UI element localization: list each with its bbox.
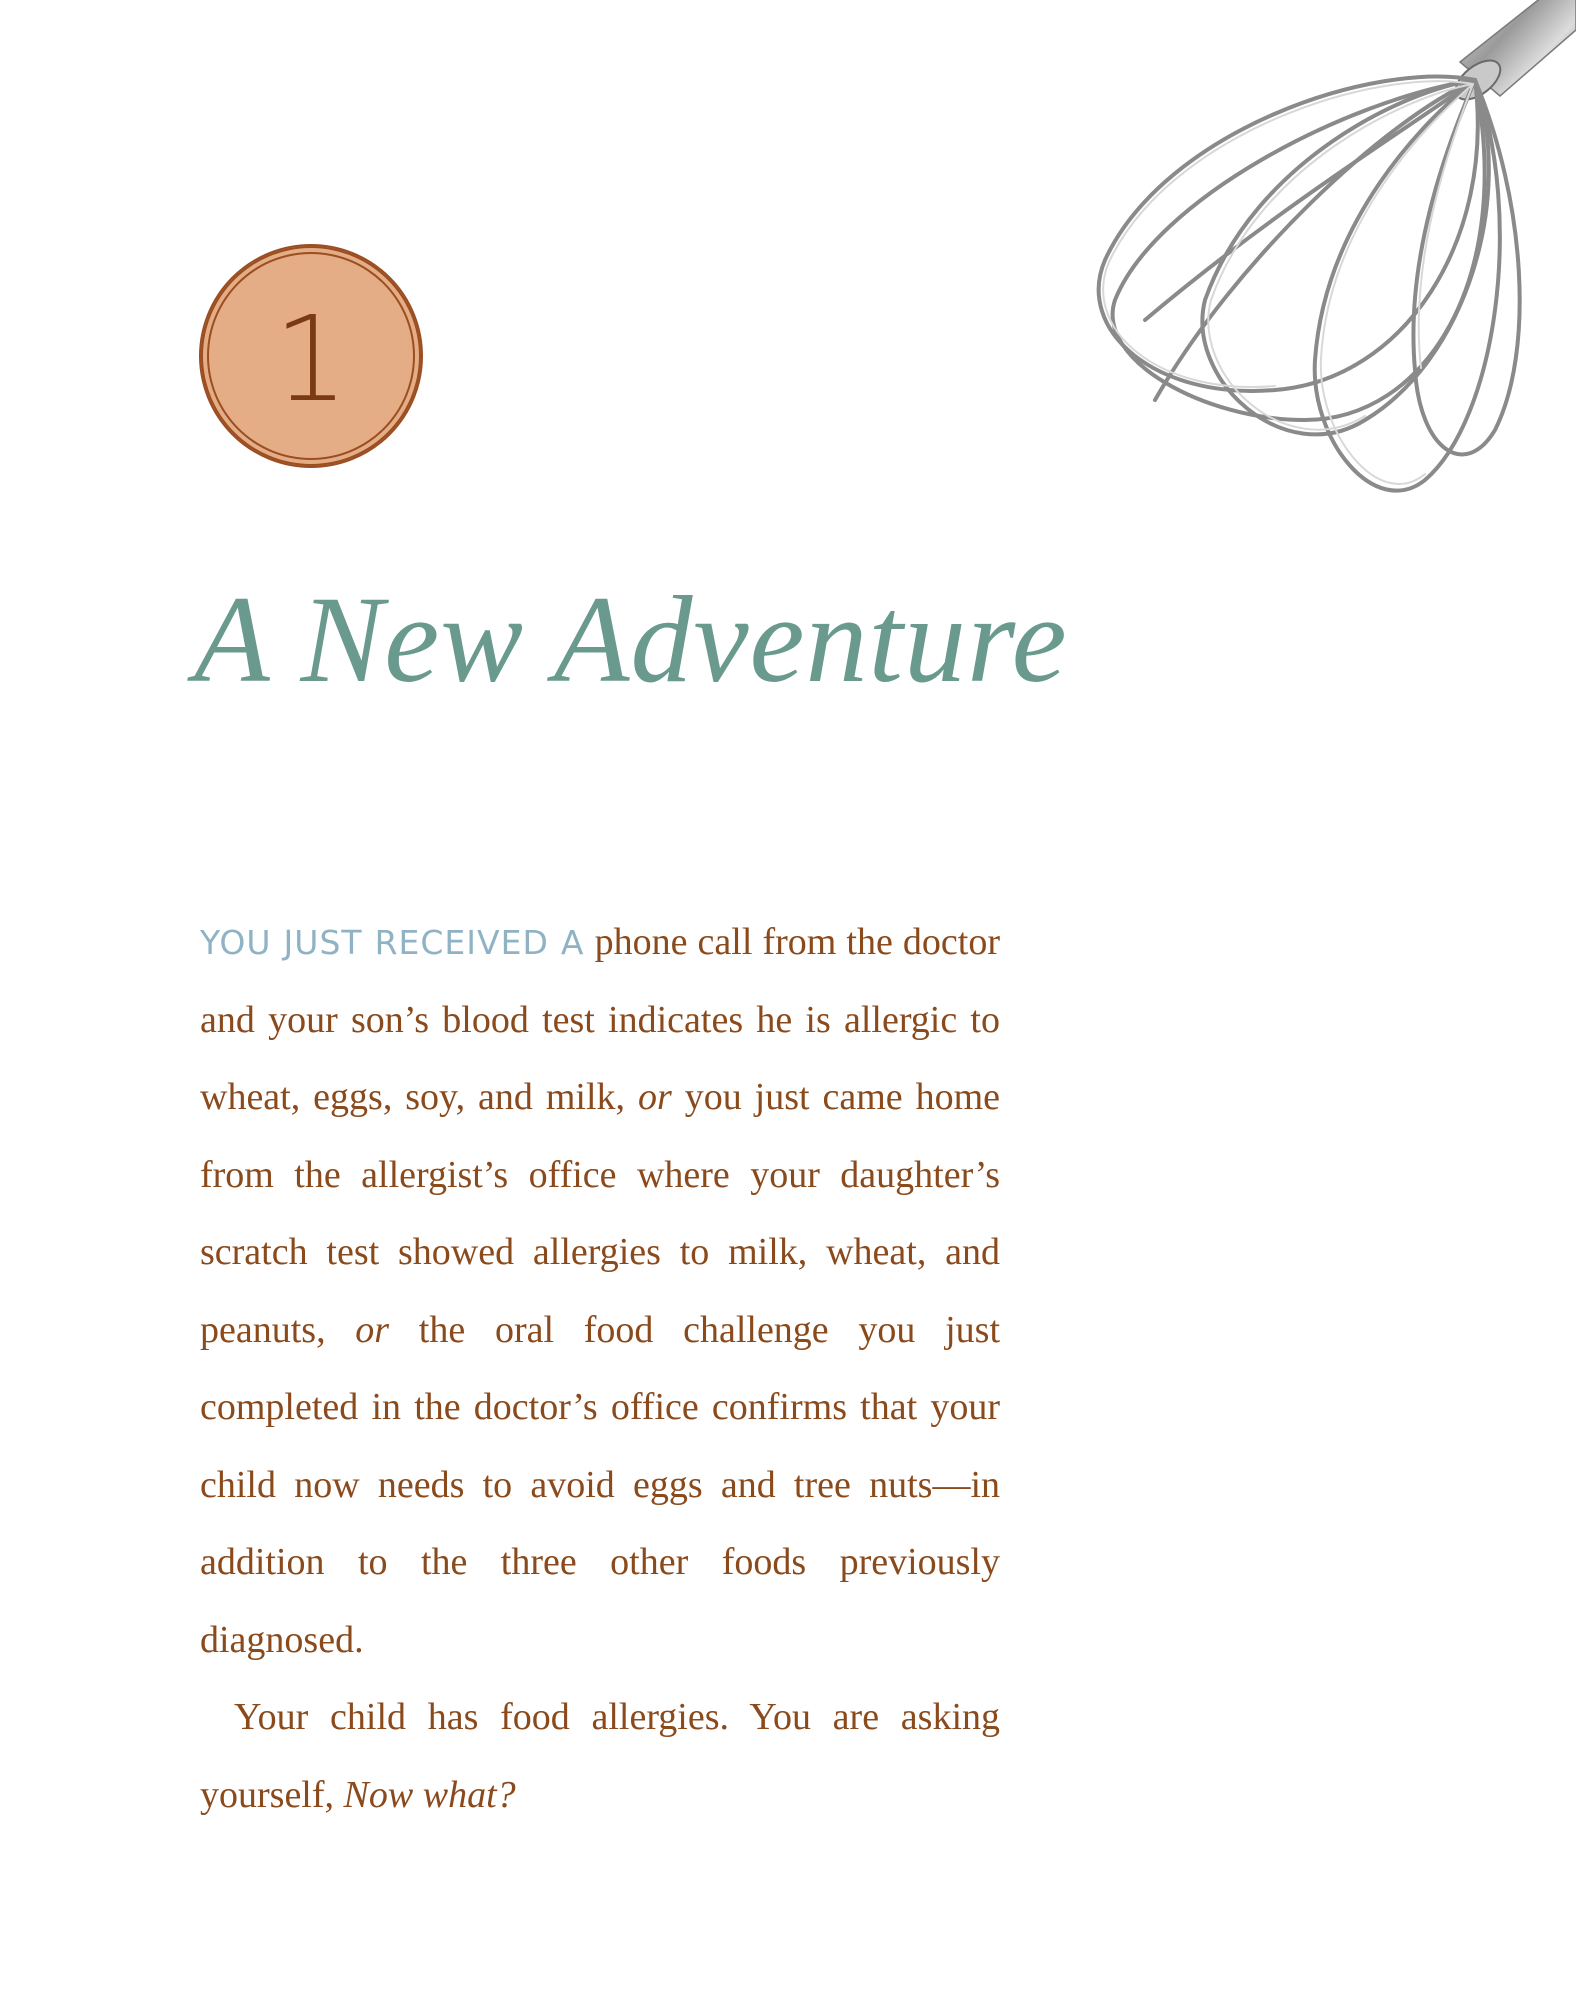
paragraph-text: the oral food challenge you just completed in the doctor’s office confirms that your child now needs to avoid eggs and tree nuts—in addition to the three other foods previously diagnosed. — [200, 1308, 1001, 1661]
paragraph — [200, 1679, 1000, 1834]
paragraph-text: phone call from the doctor and your son’s blood test indicates he is allergic to wheat, eggs, soy, and milk, — [200, 921, 1000, 1118]
paragraph — [200, 904, 1000, 1679]
chapter-number: 1 — [273, 290, 349, 428]
chapter-number-badge — [199, 244, 423, 468]
emphasis-text: Now what? — [343, 1773, 516, 1816]
emphasis-text: or — [637, 1076, 672, 1118]
emphasis-text: or — [355, 1308, 390, 1351]
chapter-title: A New Adventure — [194, 571, 1068, 708]
chapter-body — [200, 904, 1000, 1834]
paragraph-text: Your child has food allergies. You are asking yourself, — [200, 1696, 1000, 1816]
whisk-icon — [1045, 0, 1576, 540]
paragraph-text: you just came home from the allergist’s office where your daughter’s scratch test showed allergies to milk, wheat, and peanuts, — [200, 1076, 1000, 1351]
lead-in-text: YOU JUST RECEIVED A — [200, 923, 585, 962]
